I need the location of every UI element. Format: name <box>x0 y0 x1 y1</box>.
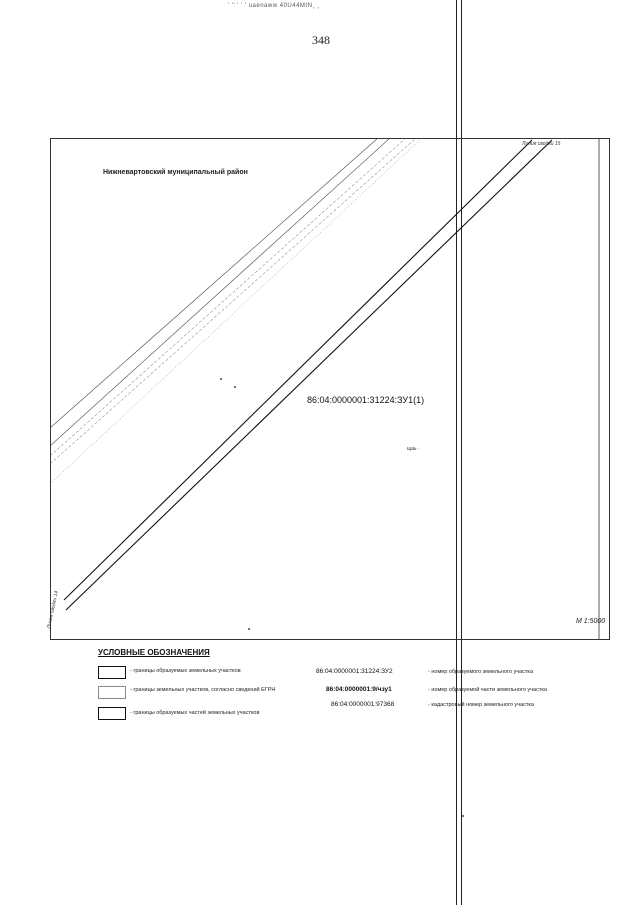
egrn-boundary-line-4 <box>50 138 416 464</box>
region-label: Нижневартовский муниципальный район <box>103 169 248 176</box>
egrn-boundary-line-3 <box>50 138 406 456</box>
legend-symbol-egrn-boundary <box>98 686 126 699</box>
line-label-left: Линия сводки 14 <box>46 590 60 630</box>
legend-code-parcel: 86:04:0000001:31224:ЗУ2 <box>316 668 393 675</box>
legend-symbol-parcel-boundary <box>98 666 126 679</box>
map-frame <box>50 138 610 640</box>
legend-code-text-parcel: - номер образуемого земельного участка <box>428 669 534 675</box>
scan-dot <box>462 815 464 817</box>
map-drawing <box>50 138 610 640</box>
parcel-number-label: 86:04:0000001:31224:ЗУ1(1) <box>307 395 425 405</box>
page-number: 348 <box>312 33 330 47</box>
legend-symbol-part-boundary <box>98 707 126 720</box>
egrn-boundary-line-1 <box>50 138 378 428</box>
legend-code-text-cadastral: - кадастровый номер земельного участка <box>428 702 534 708</box>
legend-text-parcel-boundary: - границы образуемых земельных участков <box>130 668 241 674</box>
parcel-boundary-line-2 <box>66 140 552 610</box>
legend-code-text-part: - номер образуемой части земельного участка <box>428 687 547 693</box>
legend-text-part-boundary: - границы образуемых частей земельных участков <box>130 710 260 716</box>
scan-dot <box>220 378 222 380</box>
legend-title: УСЛОВНЫЕ ОБОЗНАЧЕНИЯ <box>98 648 210 657</box>
line-label-top: Линия сводки 15 <box>522 141 561 147</box>
legend-code-cadastral: 86:04:0000001:97368 <box>331 701 395 708</box>
scan-dot <box>248 628 250 630</box>
egrn-boundary-line-5 <box>50 138 425 484</box>
scan-dot <box>234 386 236 388</box>
legend-text-egrn-boundary: - границы земельных участков, согласно сведений ЕГРН <box>130 687 276 693</box>
header-scribble: ' '' ' ' ' uaenaww 40U44MtN¸ ¸ <box>228 3 320 9</box>
map-scale: М 1:5000 <box>576 618 606 625</box>
small-map-mark: щаь · <box>407 446 420 452</box>
legend-code-part: 86:04:0000001:9/чзу1 <box>326 686 392 693</box>
